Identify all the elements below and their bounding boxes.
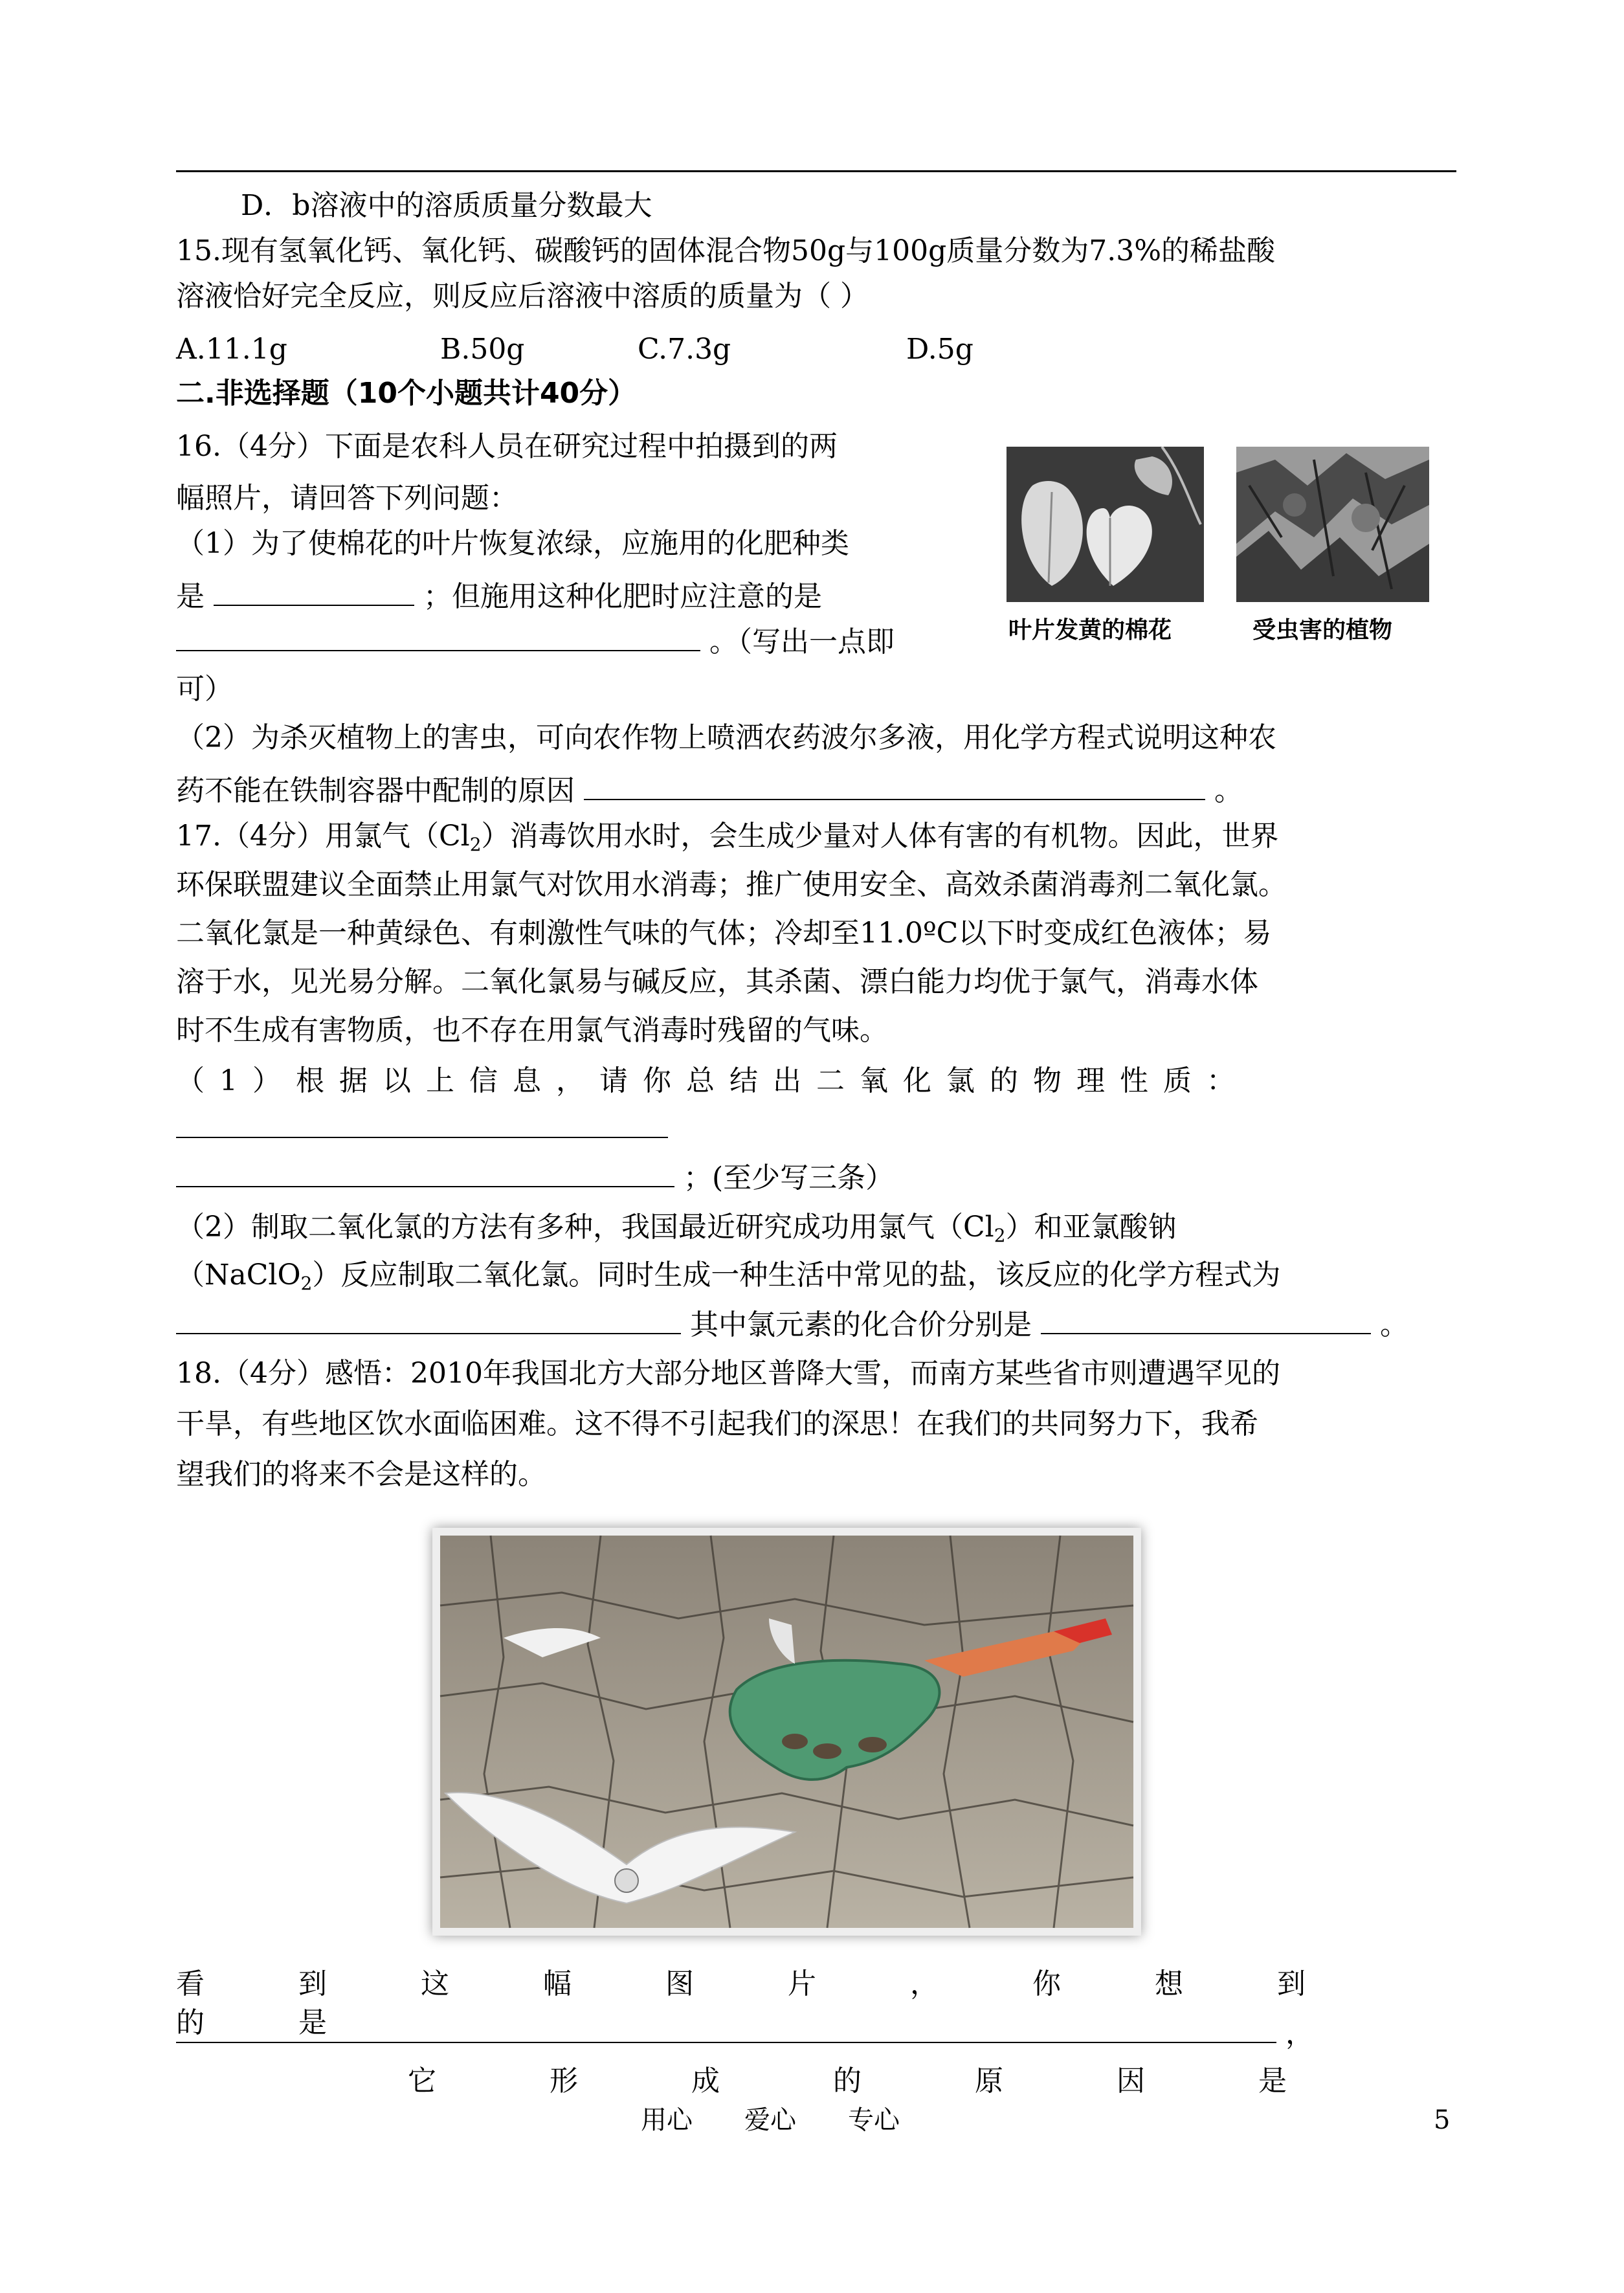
- header-rule: [176, 170, 1456, 172]
- q18-reason-line: 它形成的原因是: [408, 2064, 1400, 2097]
- q15-line2: 溶液恰好完全反应，则反应后溶液中溶质的质量为（ ）: [176, 280, 869, 313]
- page-number: 5: [1434, 2105, 1451, 2135]
- answer-blank-fertilizer[interactable]: [214, 576, 414, 606]
- q17-line6: （1）根据以上信息，请你总结出二氧化氯的物理性质：: [176, 1064, 1250, 1097]
- q16-line8-end: 。: [1214, 774, 1243, 807]
- q17-line8-end: ；(至少写三条）: [684, 1161, 895, 1194]
- q17-line9-start: （2）制取二氧化氯的方法有多种，我国最近研究成功用氯气（Cl: [176, 1211, 994, 1244]
- photo-caption-cotton: 叶片发黄的棉花: [1008, 617, 1172, 643]
- q16-line5-end: 。（写出一点即: [709, 625, 895, 658]
- q17-line7: [176, 1108, 668, 1148]
- yellow-cotton-leaf-photo: [1007, 447, 1204, 602]
- answer-blank-equation[interactable]: [584, 770, 1205, 800]
- q17-line9-sub: 2: [994, 1225, 1006, 1246]
- q17-line1-end: ）消毒饮用水时，会生成少量对人体有害的有机物。因此，世界: [481, 820, 1279, 853]
- answer-blank-thoughts[interactable]: [176, 2013, 1276, 2043]
- q17-line11: [176, 1304, 1408, 1345]
- q17-line11-mid: 其中氯元素的化合价分别是: [690, 1308, 1032, 1341]
- q16-line4-end: ；但施用这种化肥时应注意的是: [423, 580, 822, 613]
- q17-line1-start: 17.（4分）用氯气（Cl: [176, 820, 470, 853]
- q18-line3: 望我们的将来不会是这样的。: [176, 1458, 546, 1491]
- q17-line10-end: ）反应制取二氧化氯。同时生成一种生活中常见的盐，该反应的化学方程式为: [312, 1258, 1281, 1292]
- q15-option-d: D.5g: [906, 333, 973, 366]
- q16-line7: （2）为杀灭植物上的害虫，可向农作物上喷洒农药波尔多液，用化学方程式说明这种农: [176, 721, 1276, 754]
- q15-option-a: A.11.1g: [176, 333, 287, 366]
- q17-line1: [176, 817, 1279, 864]
- answer-blank-properties-1[interactable]: [176, 1108, 668, 1138]
- q16-line1: 16.（4分）下面是农科人员在研究过程中拍摄到的两: [176, 430, 838, 463]
- q16-line8: [176, 770, 1243, 811]
- q18-line1: 18.（4分）感悟：2010年我国北方大部分地区普降大雪，而南方某些省市则遭遇罕见的: [176, 1357, 1280, 1390]
- q17-line4: 溶于水，见光易分解。二氧化氯易与碱反应，其杀菌、漂白能力均优于氯气，消毒水体: [176, 965, 1258, 998]
- q17-line9-end: ）和亚氯酸钠: [1005, 1211, 1177, 1244]
- q17-line9: [176, 1208, 1177, 1255]
- photo-caption-plant: 受虫害的植物: [1252, 617, 1393, 643]
- section-title: 二.非选择题（10个小题共计40分）: [176, 377, 637, 410]
- q17-line1-sub: 2: [469, 834, 482, 855]
- q17-line11-end: 。: [1380, 1308, 1408, 1341]
- q18-line2: 干旱，有些地区饮水面临困难。这不得不引起我们的深思！在我们的共同努力下，我希: [176, 1407, 1258, 1440]
- q15-line1: 15.现有氢氧化钙、氧化钙、碳酸钙的固体混合物50g与100g质量分数为7.3%的稀盐酸: [176, 234, 1276, 267]
- q14-option-d: D．b溶液中的溶质质量分数最大: [241, 189, 652, 222]
- q16-line2: 幅照片，请回答下列问题：: [176, 482, 518, 515]
- q16-line5: [176, 621, 895, 662]
- q16-line4: [176, 576, 822, 616]
- answer-blank-properties-2[interactable]: [176, 1158, 674, 1187]
- q17-line8: [176, 1158, 894, 1198]
- q15-option-c: C.7.3g: [638, 333, 731, 366]
- footer-motto: 用心 爱心 专心: [641, 2105, 900, 2135]
- drought-cracked-earth-photo: [432, 1528, 1141, 1936]
- q16-line6: 可）: [176, 673, 233, 706]
- answer-blank-valence[interactable]: [1041, 1304, 1371, 1334]
- answer-blank-reaction[interactable]: [176, 1304, 681, 1334]
- q17-line10: [176, 1256, 1280, 1303]
- q17-line10-start: （NaClO: [176, 1258, 301, 1292]
- q17-line10-sub: 2: [300, 1273, 313, 1294]
- q15-option-b: B.50g: [440, 333, 525, 366]
- q17-line3: 二氧化氯是一种黄绿色、有刺激性气味的气体；冷却至11.0ºC以下时变成红色液体；易: [176, 917, 1272, 950]
- q17-line2: 环保联盟建议全面禁止用氯气对饮用水消毒；推广使用安全、高效杀菌消毒剂二氧化氯。: [176, 868, 1287, 901]
- q16-line4-start: 是: [176, 580, 205, 613]
- q18-answer-line1: [176, 2013, 1314, 2053]
- q16-line8-start: 药不能在铁制容器中配制的原因: [176, 774, 575, 807]
- q17-line5: 时不生成有害物质，也不存在用氯气消毒时残留的气味。: [176, 1014, 888, 1047]
- pest-damaged-plant-photo: [1236, 447, 1429, 602]
- q16-line3: （1）为了使棉花的叶片恢复浓绿，应施用的化肥种类: [176, 527, 849, 560]
- q18-prompt-text: 看到这幅图片，你想到的是: [176, 1967, 1399, 2039]
- q18-comma: ，: [1285, 2017, 1314, 2050]
- answer-blank-caution[interactable]: [176, 621, 700, 651]
